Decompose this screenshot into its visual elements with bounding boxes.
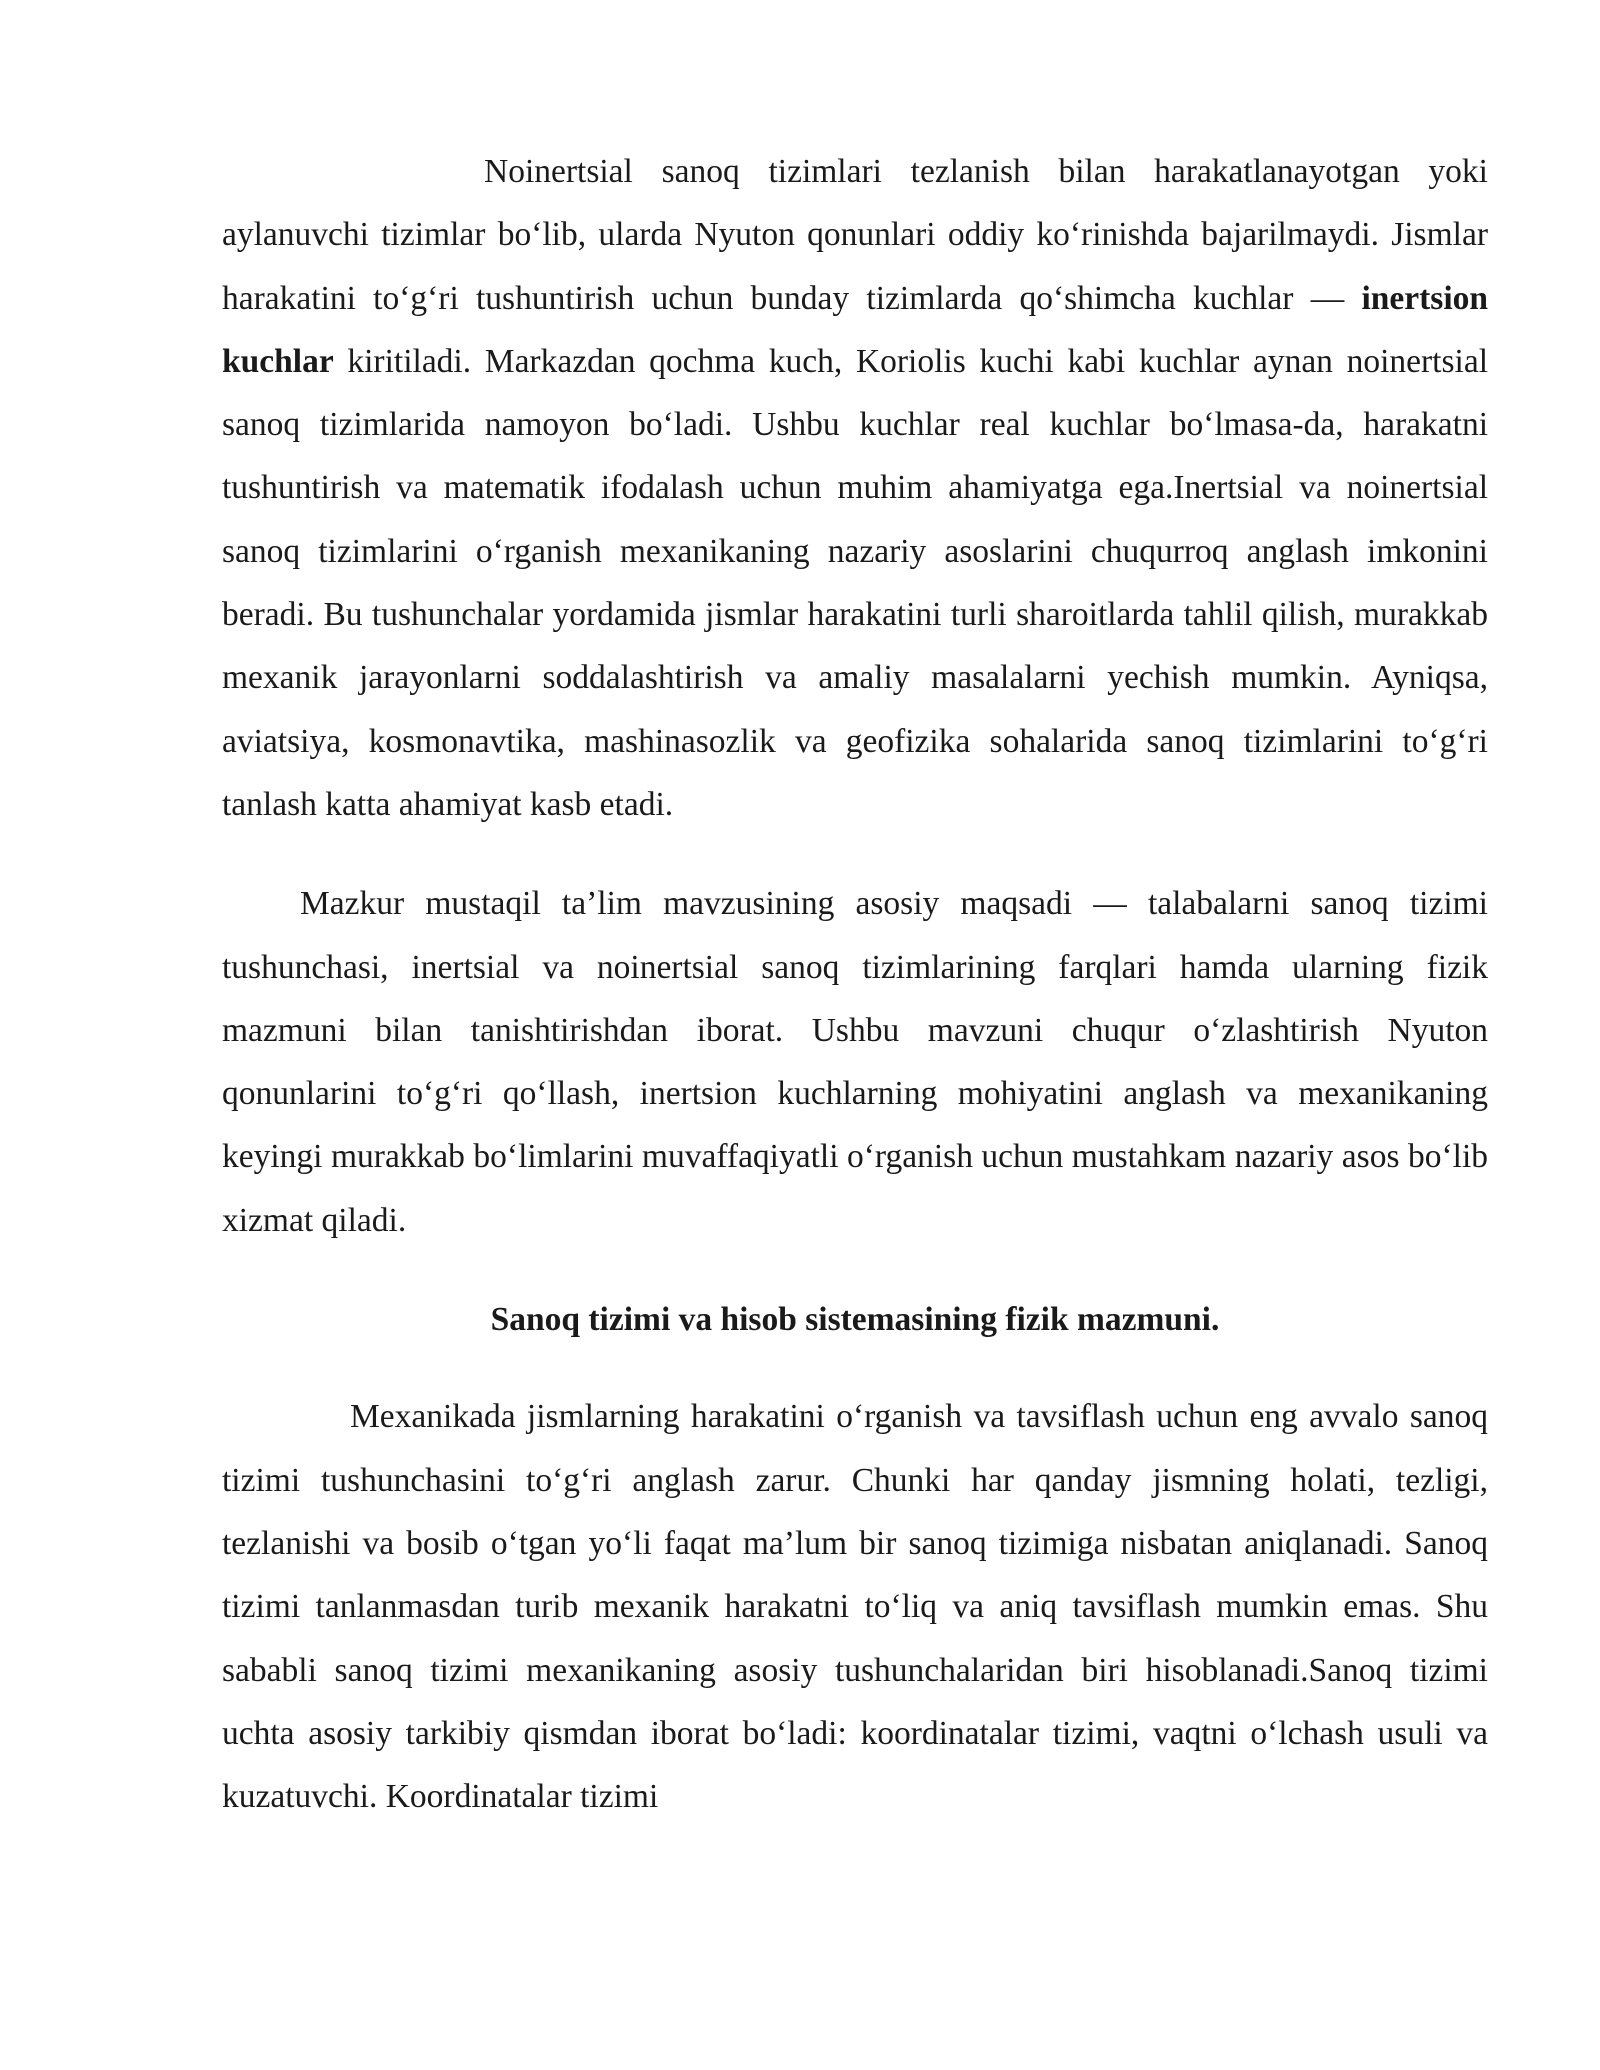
paragraph-noinertsial [222, 140, 1488, 836]
bold-term: inertsion kuchlar [222, 279, 1489, 380]
document-body [222, 140, 1488, 1828]
section-heading: Sanoq tizimi va hisob sistemasining fizik mazmuni. [490, 1301, 1220, 1339]
paragraph-sanoq-tizimi: Mexanikada jismlarning harakatini o‘rganish va tavsiflash uchun eng avvalo sanoq tizimi tushunchasini to‘g‘ri anglash zarur. Chunki har qanday jismning holati, tezligi, tezlanishi va bosib o‘tgan yo‘li faqat ma’lum bir sanoq tizimiga nisbatan aniqlanadi. Sanoq tizimi tanlanmasdan turib mexanik harakatni to‘liq va aniq tavsiflash mumkin emas. Shu sababli sanoq tizimi mexanikaning asosiy tushunchalaridan biri hisoblanadi.Sanoq tizimi uchta asosiy tarkibiy qismdan iborat bo‘ladi: koordinatalar tizimi, vaqtni o‘lchash usuli va kuzatuvchi. Koordinatalar tizimi [222, 1398, 1488, 1816]
paragraph-maqsad: Mazkur mustaqil ta’lim mavzusining asosiy maqsadi — talabalarni sanoq tizimi tushunchasi, inertsial va noinertsial sanoq tizimlarining farqlari hamda ularning fizik mazmuni bilan tanishtirishdan iborat. Ushbu mavzuni chuqur o‘zlashtirish Nyuton qonunlarini to‘g‘ri qo‘llash, inertsion kuchlarning mohiyatini anglash va mexanikaning keyingi murakkab bo‘limlarini muvaffaqiyatli o‘rganish uchun mustahkam nazariy asos bo‘lib xizmat qiladi. [222, 885, 1488, 1239]
paragraph-text-rest: kiritiladi. Markazdan qochma kuch, Koriolis kuchi kabi kuchlar aynan noinertsial sanoq tizimlarida namoyon bo‘ladi. Ushbu kuchlar real kuchlar bo‘lmasa-da, harakatni tushuntirish va matematik ifodalash uchun muhim ahamiyatga ega.Inertsial va noinertsial sanoq tizimlarini o‘rganish mexanikaning nazariy asoslarini chuqurroq anglash imkonini beradi. Bu tushunchalar yordamida jismlar harakatini turli sharoitlarda tahlil qilish, murakkab mexanik jarayonlarni soddalashtirish va amaliy masalalarni yechish mumkin. Ayniqsa, aviatsiya, kosmonavtika, mashinasozlik va geofizika sohalarida sanoq tizimlarini to‘g‘ri tanlash katta ahamiyat kasb etadi. [222, 342, 1489, 823]
paragraph-text-lead: Noinertsial sanoq tizimlari tezlanish bilan harakatlanayotgan yoki aylanuvchi tizimlar bo‘lib, ularda Nyuton qonunlari oddiy ko‘rinishda bajarilmaydi. Jismlar harakatini to‘g‘ri tushuntirish uchun bunday tizimlarda qo‘shimcha kuchlar — [222, 153, 1488, 317]
